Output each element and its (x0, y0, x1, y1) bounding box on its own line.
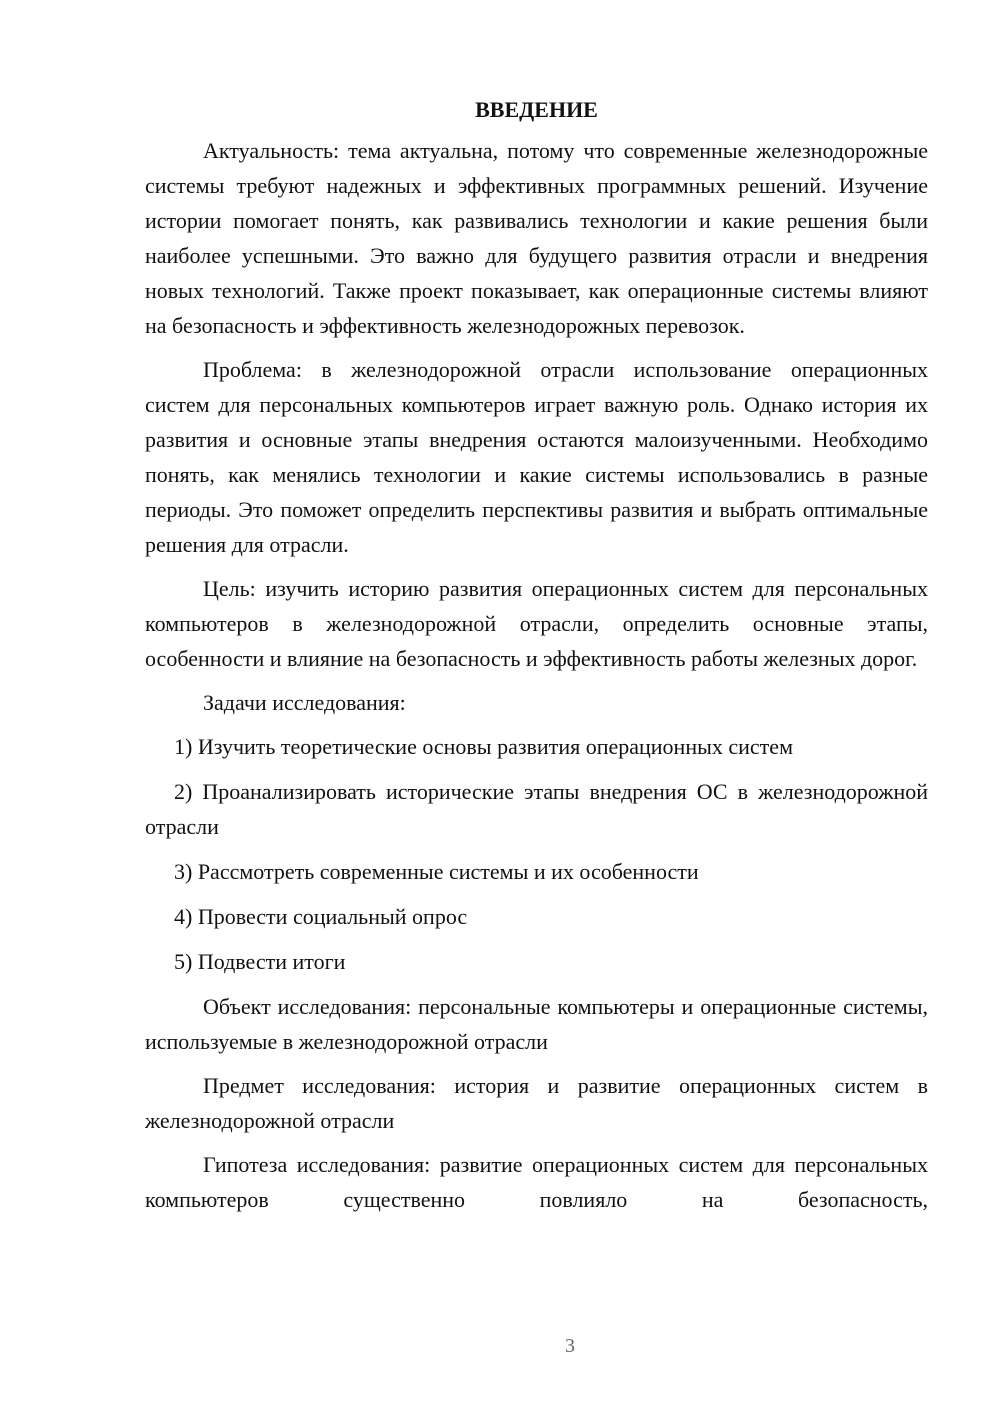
paragraph-hypothesis: Гипотеза исследования: развитие операционных систем для персональных компьютеров существенно повлияло на безопасность, (145, 1152, 928, 1212)
tasks-heading: Задачи исследования: (203, 690, 406, 715)
page-number: 3 (565, 1335, 575, 1357)
page-title: ВВЕДЕНИЕ (475, 97, 598, 122)
task-item: 1) Изучить теоретические основы развития операционных систем (174, 734, 793, 759)
paragraph-problem: Проблема: в железнодорожной отрасли использование операционных систем для персональных компьютеров играет важную роль. Однако история их развития и основные этапы внедрения остаются малоизученными. Необходимо понять, как менялись технологии и какие системы использовались в разные периоды. Это поможет определить перспективы развития и выбрать оптимальные решения для отрасли. (145, 357, 928, 557)
task-item: 4) Провести социальный опрос (174, 904, 468, 929)
paragraph-object: Объект исследования: персональные компьютеры и операционные системы, используемые в железнодорожной отрасли (145, 994, 928, 1054)
task-item: 3) Рассмотреть современные системы и их особенности (174, 859, 699, 884)
document-page (145, 92, 928, 1226)
paragraph-goal: Цель: изучить историю развития операционных систем для персональных компьютеров в железнодорожной отрасли, определить основные этапы, особенности и влияние на безопасность и эффективность работы железных дорог. (145, 576, 928, 671)
paragraph-subject: Предмет исследования: история и развитие операционных систем в железнодорожной отрасли (145, 1073, 928, 1133)
paragraph-relevance: Актуальность: тема актуальна, потому что современные железнодорожные системы требуют надежных и эффективных программных решений. Изучение истории помогает понять, как развивались технологии и какие решения были наиболее успешными. Это важно для будущего развития отрасли и внедрения новых технологий. Также проект показывает, как операционные системы влияют на безопасность и эффективность железнодорожных перевозок. (145, 138, 928, 338)
task-item: 2) Проанализировать исторические этапы внедрения ОС в железнодорожной отрасли (145, 779, 928, 839)
task-item: 5) Подвести итоги (174, 949, 346, 974)
